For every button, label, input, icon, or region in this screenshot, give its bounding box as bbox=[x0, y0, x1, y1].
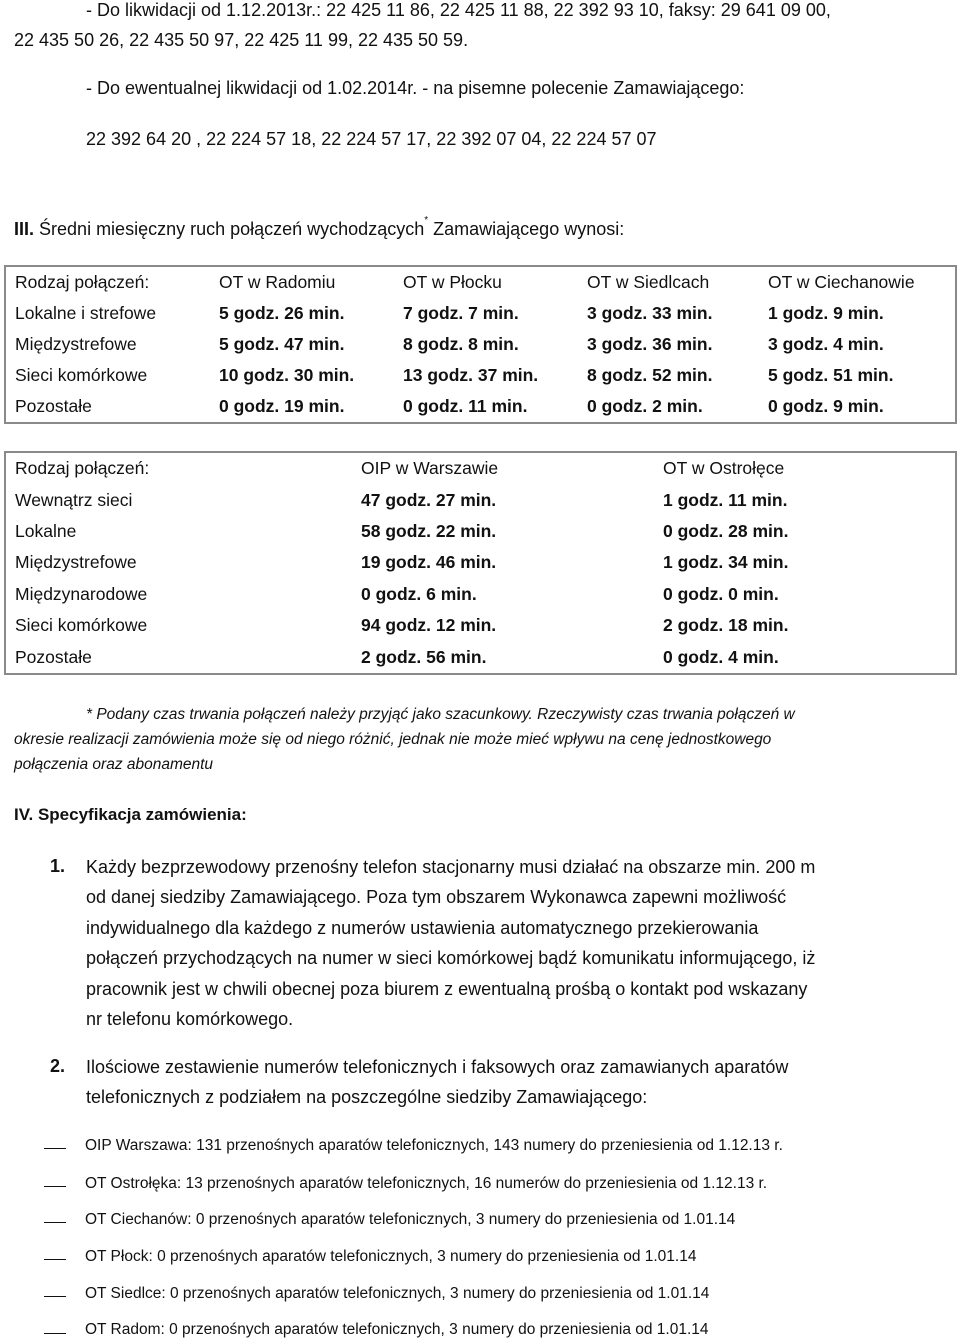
footnote-line-2: okresie realizacji zamówienia może się od niego różnić, jednak nie może mieć wpływu na cenę jednostkowego bbox=[14, 731, 772, 748]
table-cell: 0 godz. 2 min. bbox=[587, 396, 703, 416]
bullet-item: OT Siedlce: 0 przenośnych aparatów telefonicznych, 3 numery do przeniesienia od 1.01.14 bbox=[85, 1285, 710, 1302]
item-1-line: pracownik jest w chwili obecnej poza biurem z ewentualną prośbą o kontakt pod wskazany bbox=[86, 978, 808, 999]
table-row bbox=[5, 391, 956, 423]
table-cell: 7 godz. 7 min. bbox=[403, 303, 519, 323]
table-cell: 19 godz. 46 min. bbox=[361, 552, 497, 573]
table-cell: 3 godz. 36 min. bbox=[587, 334, 713, 354]
table-header-row bbox=[5, 266, 956, 298]
row-label: Sieci komórkowe bbox=[15, 365, 148, 385]
item-2-paragraph bbox=[86, 1052, 906, 1113]
bullet-item: OT Radom: 0 przenośnych aparatów telefonicznych, 3 numery do przeniesienia od 1.01.14 bbox=[85, 1321, 709, 1338]
row-label: Lokalne bbox=[15, 521, 77, 542]
item-1-line: indywidualnego dla każdego z numerów ustawienia automatycznego przekierowania bbox=[86, 917, 759, 938]
dash-marker bbox=[44, 1333, 66, 1334]
bullet-item: OT Ciechanów: 0 przenośnych aparatów telefonicznych, 3 numery do przeniesienia od 1.01.14 bbox=[85, 1211, 736, 1228]
row-label: Międzynarodowe bbox=[15, 583, 148, 604]
table-cell: 0 godz. 4 min. bbox=[663, 646, 779, 667]
traffic-table-warsaw-ostroleka bbox=[4, 451, 957, 675]
dash-marker bbox=[44, 1186, 66, 1187]
table-header-cell: Rodzaj połączeń: bbox=[15, 272, 150, 292]
table-cell: 13 godz. 37 min. bbox=[403, 365, 539, 385]
table-cell: 5 godz. 51 min. bbox=[768, 365, 894, 385]
item-1-paragraph bbox=[86, 852, 906, 1034]
table-row bbox=[5, 610, 956, 641]
table-cell: 2 godz. 56 min. bbox=[361, 646, 487, 667]
table-cell: 3 godz. 33 min. bbox=[587, 303, 713, 323]
bullet-item: OT Ostrołęka: 13 przenośnych aparatów telefonicznych, 16 numerów do przeniesienia od 1.12.13 r. bbox=[85, 1175, 768, 1192]
bullet-item: OIP Warszawa: 131 przenośnych aparatów telefonicznych, 143 numery do przeniesienia od 1.12.13 r. bbox=[85, 1137, 783, 1154]
table-cell: 1 godz. 34 min. bbox=[663, 552, 789, 573]
item-1-line: Każdy bezprzewodowy przenośny telefon stacjonarny musi działać na obszarze min. 200 m bbox=[86, 857, 816, 877]
row-label: Pozostałe bbox=[15, 646, 92, 667]
table-cell: 0 godz. 0 min. bbox=[663, 583, 779, 604]
table-row bbox=[5, 329, 956, 360]
table-cell: 58 godz. 22 min. bbox=[361, 521, 497, 542]
optional-liquidation-line-1: - Do ewentualnej likwidacji od 1.02.2014r. - na pisemne polecenie Zamawiającego: bbox=[86, 78, 745, 98]
table-header-cell: OT w Siedlcach bbox=[587, 272, 710, 292]
table-cell: 3 godz. 4 min. bbox=[768, 334, 884, 354]
table-row bbox=[5, 547, 956, 578]
section-3-title-end: Zamawiającego wynosi: bbox=[433, 219, 625, 239]
table-cell: 10 godz. 30 min. bbox=[219, 365, 355, 385]
table-cell: 0 godz. 19 min. bbox=[219, 396, 345, 416]
item-1-line: połączeń przychodzących na numer w sieci komórkowej bądź komunikatu informującego, iż bbox=[86, 948, 816, 969]
footnote-line-3: połączenia oraz abonamentu bbox=[14, 756, 214, 773]
table-cell: 8 godz. 8 min. bbox=[403, 334, 519, 354]
table-cell: 94 godz. 12 min. bbox=[361, 615, 497, 636]
dash-marker bbox=[44, 1296, 66, 1297]
bullet-item: OT Płock: 0 przenośnych aparatów telefonicznych, 3 numery do przeniesienia od 1.01.14 bbox=[85, 1248, 697, 1265]
traffic-table-regional bbox=[4, 265, 957, 424]
table-header-cell: Rodzaj połączeń: bbox=[15, 458, 150, 479]
footnote-line-1: * Podany czas trwania połączeń należy przyjąć jako szacunkowy. Rzeczywisty czas trwania połączeń w bbox=[86, 706, 795, 723]
table-cell: 47 godz. 27 min. bbox=[361, 489, 497, 510]
item-1-line: nr telefonu komórkowego. bbox=[86, 1009, 294, 1030]
section-4-heading: IV. Specyfikacja zamówienia: bbox=[14, 805, 247, 824]
section-3-title: Średni miesięczny ruch połączeń wychodzących bbox=[39, 219, 425, 239]
item-1-line: od danej siedziby Zamawiającego. Poza tym obszarem Wykonawca zapewni możliwość bbox=[86, 887, 787, 908]
table-row bbox=[5, 579, 956, 610]
table-cell: 1 godz. 11 min. bbox=[663, 489, 788, 510]
item-2-line: Ilościowe zestawienie numerów telefonicznych i faksowych oraz zamawianych aparatów bbox=[86, 1057, 789, 1077]
table-cell: 0 godz. 11 min. bbox=[403, 396, 528, 416]
table-header-cell: OT w Radomiu bbox=[219, 272, 336, 292]
item-2-number: 2. bbox=[50, 1056, 66, 1076]
table-cell: 0 godz. 9 min. bbox=[768, 396, 884, 416]
row-label: Lokalne i strefowe bbox=[15, 303, 157, 323]
table-cell: 8 godz. 52 min. bbox=[587, 365, 713, 385]
table-row bbox=[5, 360, 956, 391]
row-label: Wewnątrz sieci bbox=[15, 489, 133, 510]
row-label: Sieci komórkowe bbox=[15, 615, 148, 636]
liquidation-line-2: 22 435 50 26, 22 435 50 97, 22 425 11 99, 22 435 50 59. bbox=[14, 30, 469, 50]
dash-marker bbox=[44, 1259, 66, 1260]
section-3-heading bbox=[14, 215, 625, 240]
table-cell: 5 godz. 47 min. bbox=[219, 334, 345, 354]
footnote-mark: * bbox=[424, 215, 429, 226]
item-1-number: 1. bbox=[50, 856, 66, 876]
row-label: Pozostałe bbox=[15, 396, 92, 416]
table-header-cell: OT w Ostrołęce bbox=[663, 458, 785, 479]
table-header-cell: OT w Ciechanowie bbox=[768, 272, 915, 292]
table-row bbox=[5, 298, 956, 329]
row-label: Międzystrefowe bbox=[15, 552, 137, 573]
dash-marker bbox=[44, 1148, 66, 1149]
table-header-cell: OT w Płocku bbox=[403, 272, 502, 292]
dash-marker bbox=[44, 1222, 66, 1223]
table-header-cell: OIP w Warszawie bbox=[361, 458, 499, 479]
table-row bbox=[5, 484, 956, 515]
table-cell: 1 godz. 9 min. bbox=[768, 303, 884, 323]
table-row bbox=[5, 516, 956, 547]
table-cell: 0 godz. 28 min. bbox=[663, 521, 789, 542]
section-3-label: III. bbox=[14, 219, 35, 239]
table-header-row bbox=[5, 452, 956, 484]
liquidation-line-1: - Do likwidacji od 1.12.2013r.: 22 425 11 86, 22 425 11 88, 22 392 93 10, faksy: 29 641 09 00, bbox=[86, 0, 831, 20]
table-row bbox=[5, 642, 956, 674]
optional-liquidation-line-2: 22 392 64 20 , 22 224 57 18, 22 224 57 17, 22 392 07 04, 22 224 57 07 bbox=[86, 129, 657, 149]
table-cell: 0 godz. 6 min. bbox=[361, 583, 477, 604]
row-label: Międzystrefowe bbox=[15, 334, 137, 354]
item-2-line: telefonicznych z podziałem na poszczególne siedziby Zamawiającego: bbox=[86, 1087, 648, 1108]
table-cell: 5 godz. 26 min. bbox=[219, 303, 345, 323]
table-cell: 2 godz. 18 min. bbox=[663, 615, 789, 636]
